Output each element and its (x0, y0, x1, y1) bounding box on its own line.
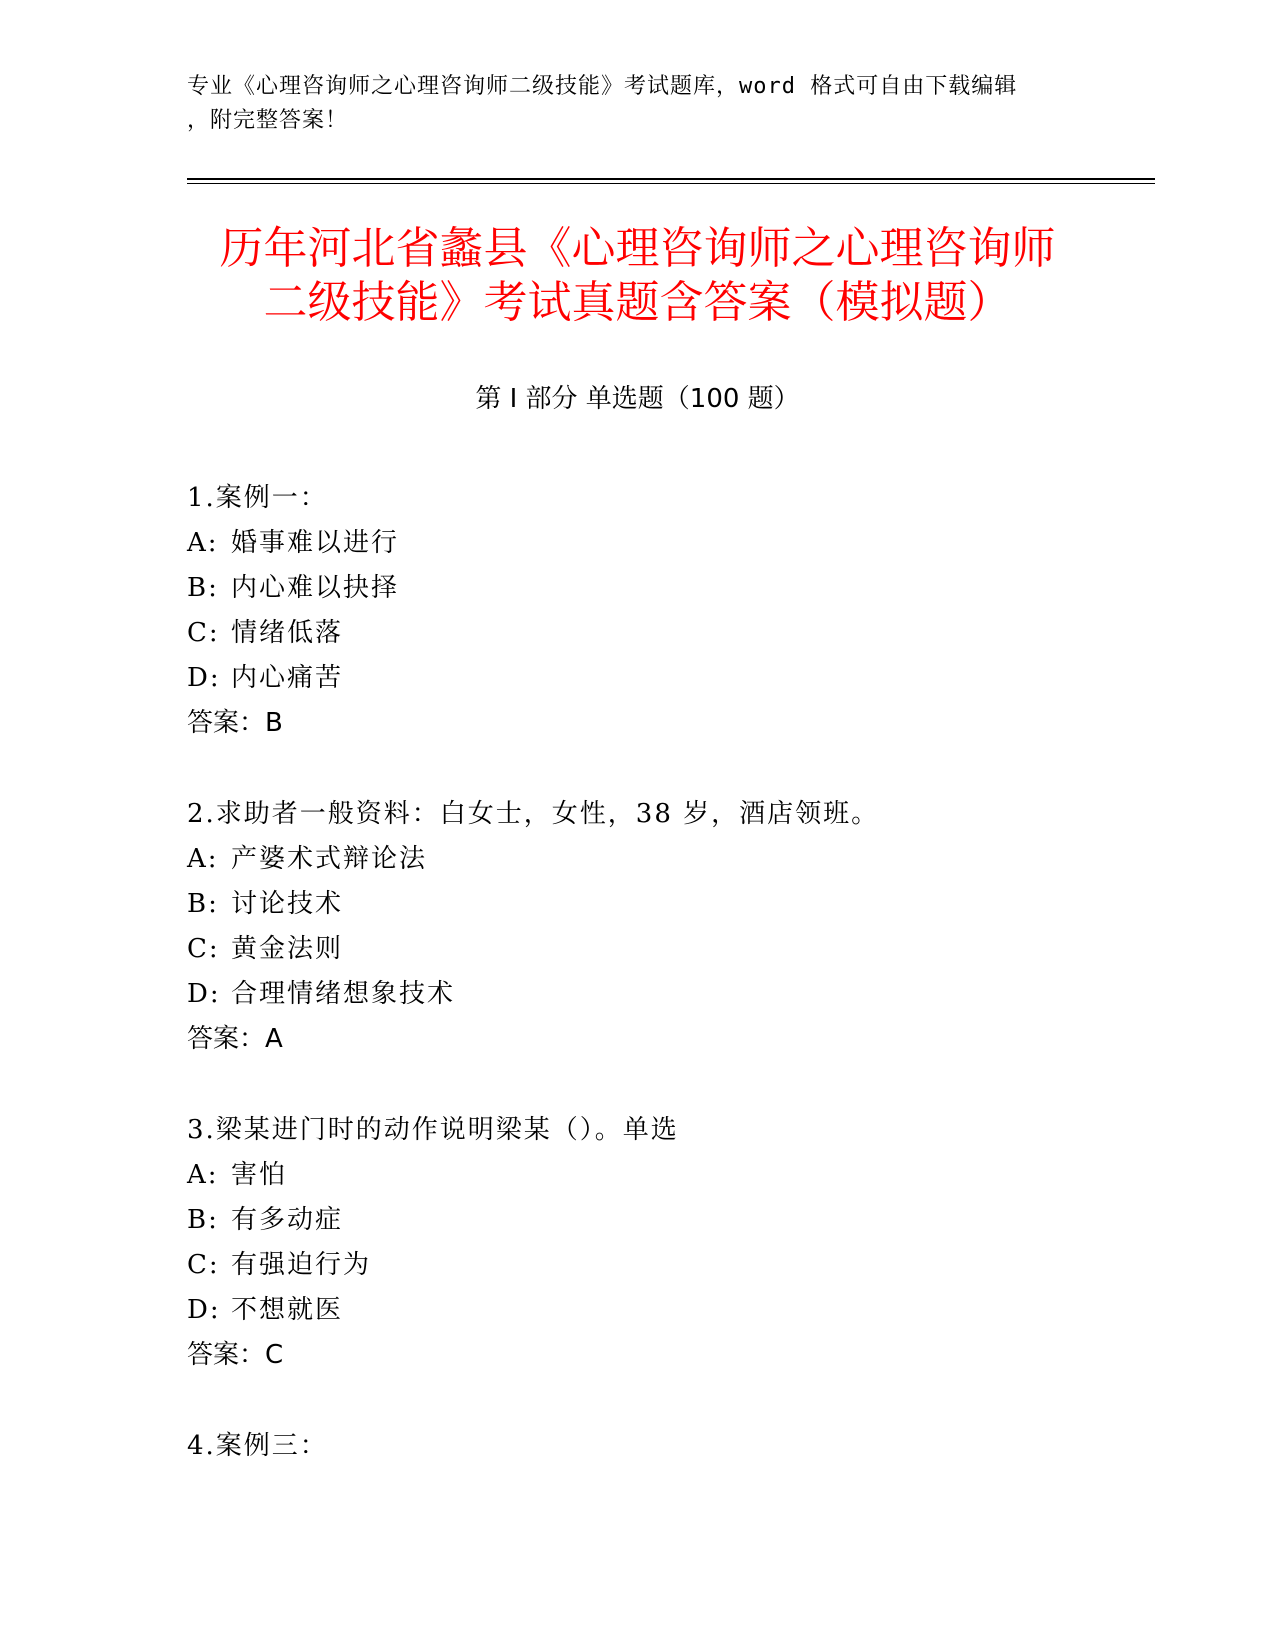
question-item (187, 476, 1087, 746)
option-key: D: (187, 979, 221, 1009)
option-text: 婚事难以进行 (231, 528, 400, 558)
document-title (150, 222, 1125, 330)
option-key: D: (187, 663, 221, 693)
option-c (187, 611, 1087, 656)
option-text: 黄金法则 (231, 934, 344, 964)
option-key: A: (187, 844, 219, 874)
option-text: 内心难以抉择 (231, 573, 400, 603)
option-a (187, 1153, 1087, 1198)
option-text: 有多动症 (231, 1205, 344, 1235)
option-key: B: (187, 573, 219, 603)
header-divider-thin (187, 183, 1155, 184)
option-text: 产婆术式辩论法 (231, 844, 428, 874)
option-key: A: (187, 528, 219, 558)
answer-text: 答案：B (187, 708, 283, 738)
option-text: 不想就医 (231, 1295, 344, 1325)
option-key: B: (187, 1205, 219, 1235)
option-b (187, 566, 1087, 611)
option-text: 内心痛苦 (231, 663, 344, 693)
question-list (187, 476, 1087, 1515)
option-c (187, 927, 1087, 972)
option-key: C: (187, 618, 220, 648)
option-key: C: (187, 934, 220, 964)
option-a (187, 837, 1087, 882)
option-b (187, 882, 1087, 927)
option-d (187, 1288, 1087, 1333)
question-item (187, 792, 1087, 1062)
option-key: B: (187, 889, 219, 919)
option-text: 有强迫行为 (231, 1250, 372, 1280)
option-d (187, 656, 1087, 701)
option-a (187, 521, 1087, 566)
header-note (187, 70, 1077, 138)
option-key: A: (187, 1160, 219, 1190)
document-title-line-2: 二级技能》考试真题含答案（模拟题） (263, 277, 1012, 328)
option-b (187, 1198, 1087, 1243)
answer-text: 答案：C (187, 1340, 284, 1370)
question-item (187, 1108, 1087, 1378)
question-text: 3.梁某进门时的动作说明梁某（）。单选 (187, 1115, 679, 1145)
document-title-line-1: 历年河北省蠡县《心理咨询师之心理咨询师 (219, 223, 1056, 274)
option-d (187, 972, 1087, 1017)
option-text: 害怕 (231, 1160, 288, 1190)
header-note-line-2: ，附完整答案！ (187, 108, 349, 133)
answer-text: 答案：A (187, 1024, 283, 1054)
option-text: 情绪低落 (231, 618, 344, 648)
option-key: C: (187, 1250, 220, 1280)
header-divider-thick (187, 178, 1155, 180)
header-note-line-1: 专业《心理咨询师之心理咨询师二级技能》考试题库，word 格式可自由下载编辑 (187, 74, 1018, 99)
option-key: D: (187, 1295, 221, 1325)
question-text: 4.案例三： (187, 1431, 328, 1461)
question-text: 2.求助者一般资料：白女士，女性，38 岁，酒店领班。 (187, 799, 880, 829)
question-text: 1.案例一： (187, 483, 328, 513)
option-c (187, 1243, 1087, 1288)
option-text: 讨论技术 (231, 889, 344, 919)
question-item (187, 1424, 1087, 1469)
section-title: 第 I 部分 单选题（100 题） (475, 384, 800, 414)
option-text: 合理情绪想象技术 (231, 979, 456, 1009)
